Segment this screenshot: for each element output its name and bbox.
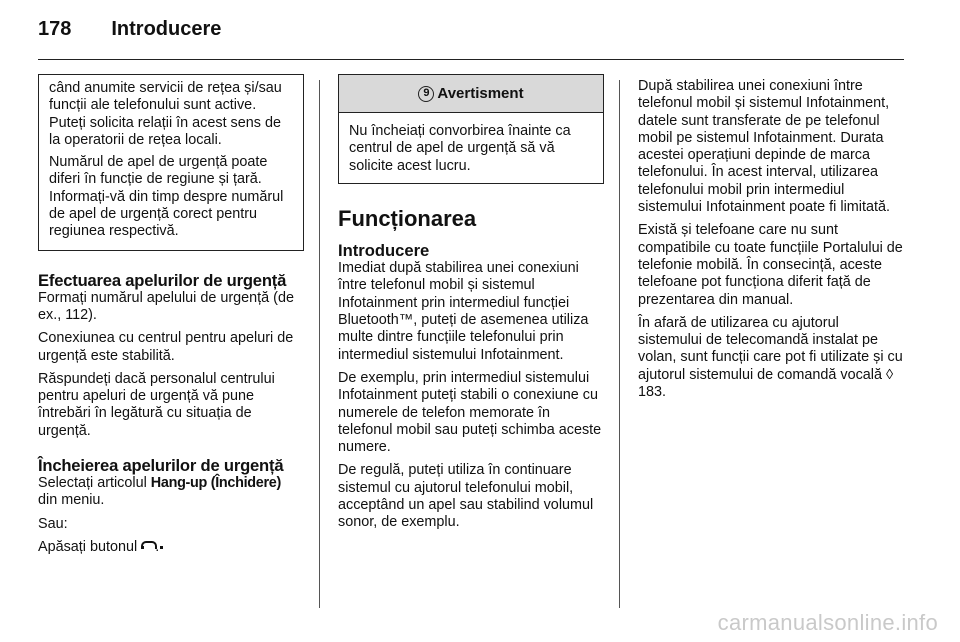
note-box xyxy=(38,74,304,251)
paragraph: De exemplu, prin intermediul sistemului Infotainment puteți stabili o conexiune cu numerele de telefon memorate în telefonul mobil sau puteți schimba aceste numere. xyxy=(338,369,602,456)
note-paragraph: Numărul de apel de urgență poate diferi în funcție de regiune și țară. Informați-vă din timp despre numărul de apel de urgență corect pentru regiunea respectivă. xyxy=(49,154,284,240)
paragraph: Formați numărul apelului de urgență (de ex., 112). xyxy=(38,289,294,323)
column-3 xyxy=(638,78,904,407)
page-reference-icon: ◊ xyxy=(885,366,894,383)
heading-end-emergency-calls: Încheierea apelurilor de urgență xyxy=(38,456,284,476)
page-number: 178 xyxy=(38,18,72,40)
warning-header xyxy=(339,75,603,113)
section-title: Funcționarea xyxy=(338,205,477,231)
paragraph: De regulă, puteți utiliza în continuare sistemul cu ajutorul telefonului mobil, acceptând un apel sau stabilind volumul sonor, de exemplu. xyxy=(338,462,594,531)
warning-body: Nu încheiați convorbirea înainte ca centrul de apel de urgență să vă solicite acest lucru. xyxy=(349,123,571,174)
heading-emergency-calls: Efectuarea apelurilor de urgență xyxy=(38,270,287,290)
note-paragraph: când anumite servicii de rețea și/sau funcții ale telefonului sunt active. Puteți solicita relații în acest sens de la operatorii de rețea locali. xyxy=(49,80,282,148)
paragraph: Imediat după stabilirea unei conexiuni între telefonul mobil și sistemul Infotainment prin intermediul funcției Bluetooth™, puteți de asemenea utiliza multe dintre funcțiile telefonului prin intermediul sistemului Infotainment. xyxy=(338,260,589,363)
column-divider-2 xyxy=(619,80,620,608)
page-reference[interactable]: 183. xyxy=(638,384,667,401)
warning-icon: 9 xyxy=(418,86,434,102)
watermark: carmanualsonline.info xyxy=(717,610,938,635)
paragraph: Răspundeți dacă personalul centrului pentru apeluri de urgență vă pune întrebări în legătură cu situația de urgență. xyxy=(38,370,275,439)
phone-hangup-icon xyxy=(141,541,155,552)
paragraph: După stabilirea unei conexiuni între telefonul mobil și sistemul Infotainment, datele sunt transferate de pe telefonul mobil pe sistemul Infotainment. Durata acestei operațiuni depinde de marca telefonului. În acest interval, utilizarea telefonului mobil prin intermediul sistemului Infotainment poate fi limitată. xyxy=(638,78,890,216)
warning-title: Avertisment xyxy=(437,84,524,102)
warning-box xyxy=(338,74,604,184)
paragraph: Conexiunea cu centrul pentru apeluri de urgență este stabilită. xyxy=(38,330,294,364)
paragraph-press-button: Apăsați butonul . xyxy=(38,538,160,555)
subsection-title: Introducere xyxy=(338,241,430,261)
menu-item-hangup: Hang-up (Închidere) xyxy=(150,475,281,492)
column-divider-1 xyxy=(319,80,320,608)
column-2 xyxy=(338,74,604,538)
page-title: Introducere xyxy=(111,18,222,40)
paragraph: Există și telefoane care nu sunt compatibile cu toate funcțiile Portalului de telefonie mobilă. În consecință, aceste telefoane pot funcționa diferit față de prezentarea din manual. xyxy=(638,222,903,308)
header-divider xyxy=(38,59,904,60)
column-1 xyxy=(38,74,304,562)
paragraph-hangup: Selectați articolul Hang-up (Închidere) din meniu. xyxy=(38,475,281,509)
paragraph-or: Sau: xyxy=(38,515,68,532)
page-header xyxy=(38,18,221,48)
paragraph-voice-control: În afară de utilizarea cu ajutorul sistemului de telecomandă instalat pe volan, sunt funcții care pot fi utilizate și cu ajutorul sistemului de comandă vocală ◊ 183. xyxy=(638,314,903,401)
